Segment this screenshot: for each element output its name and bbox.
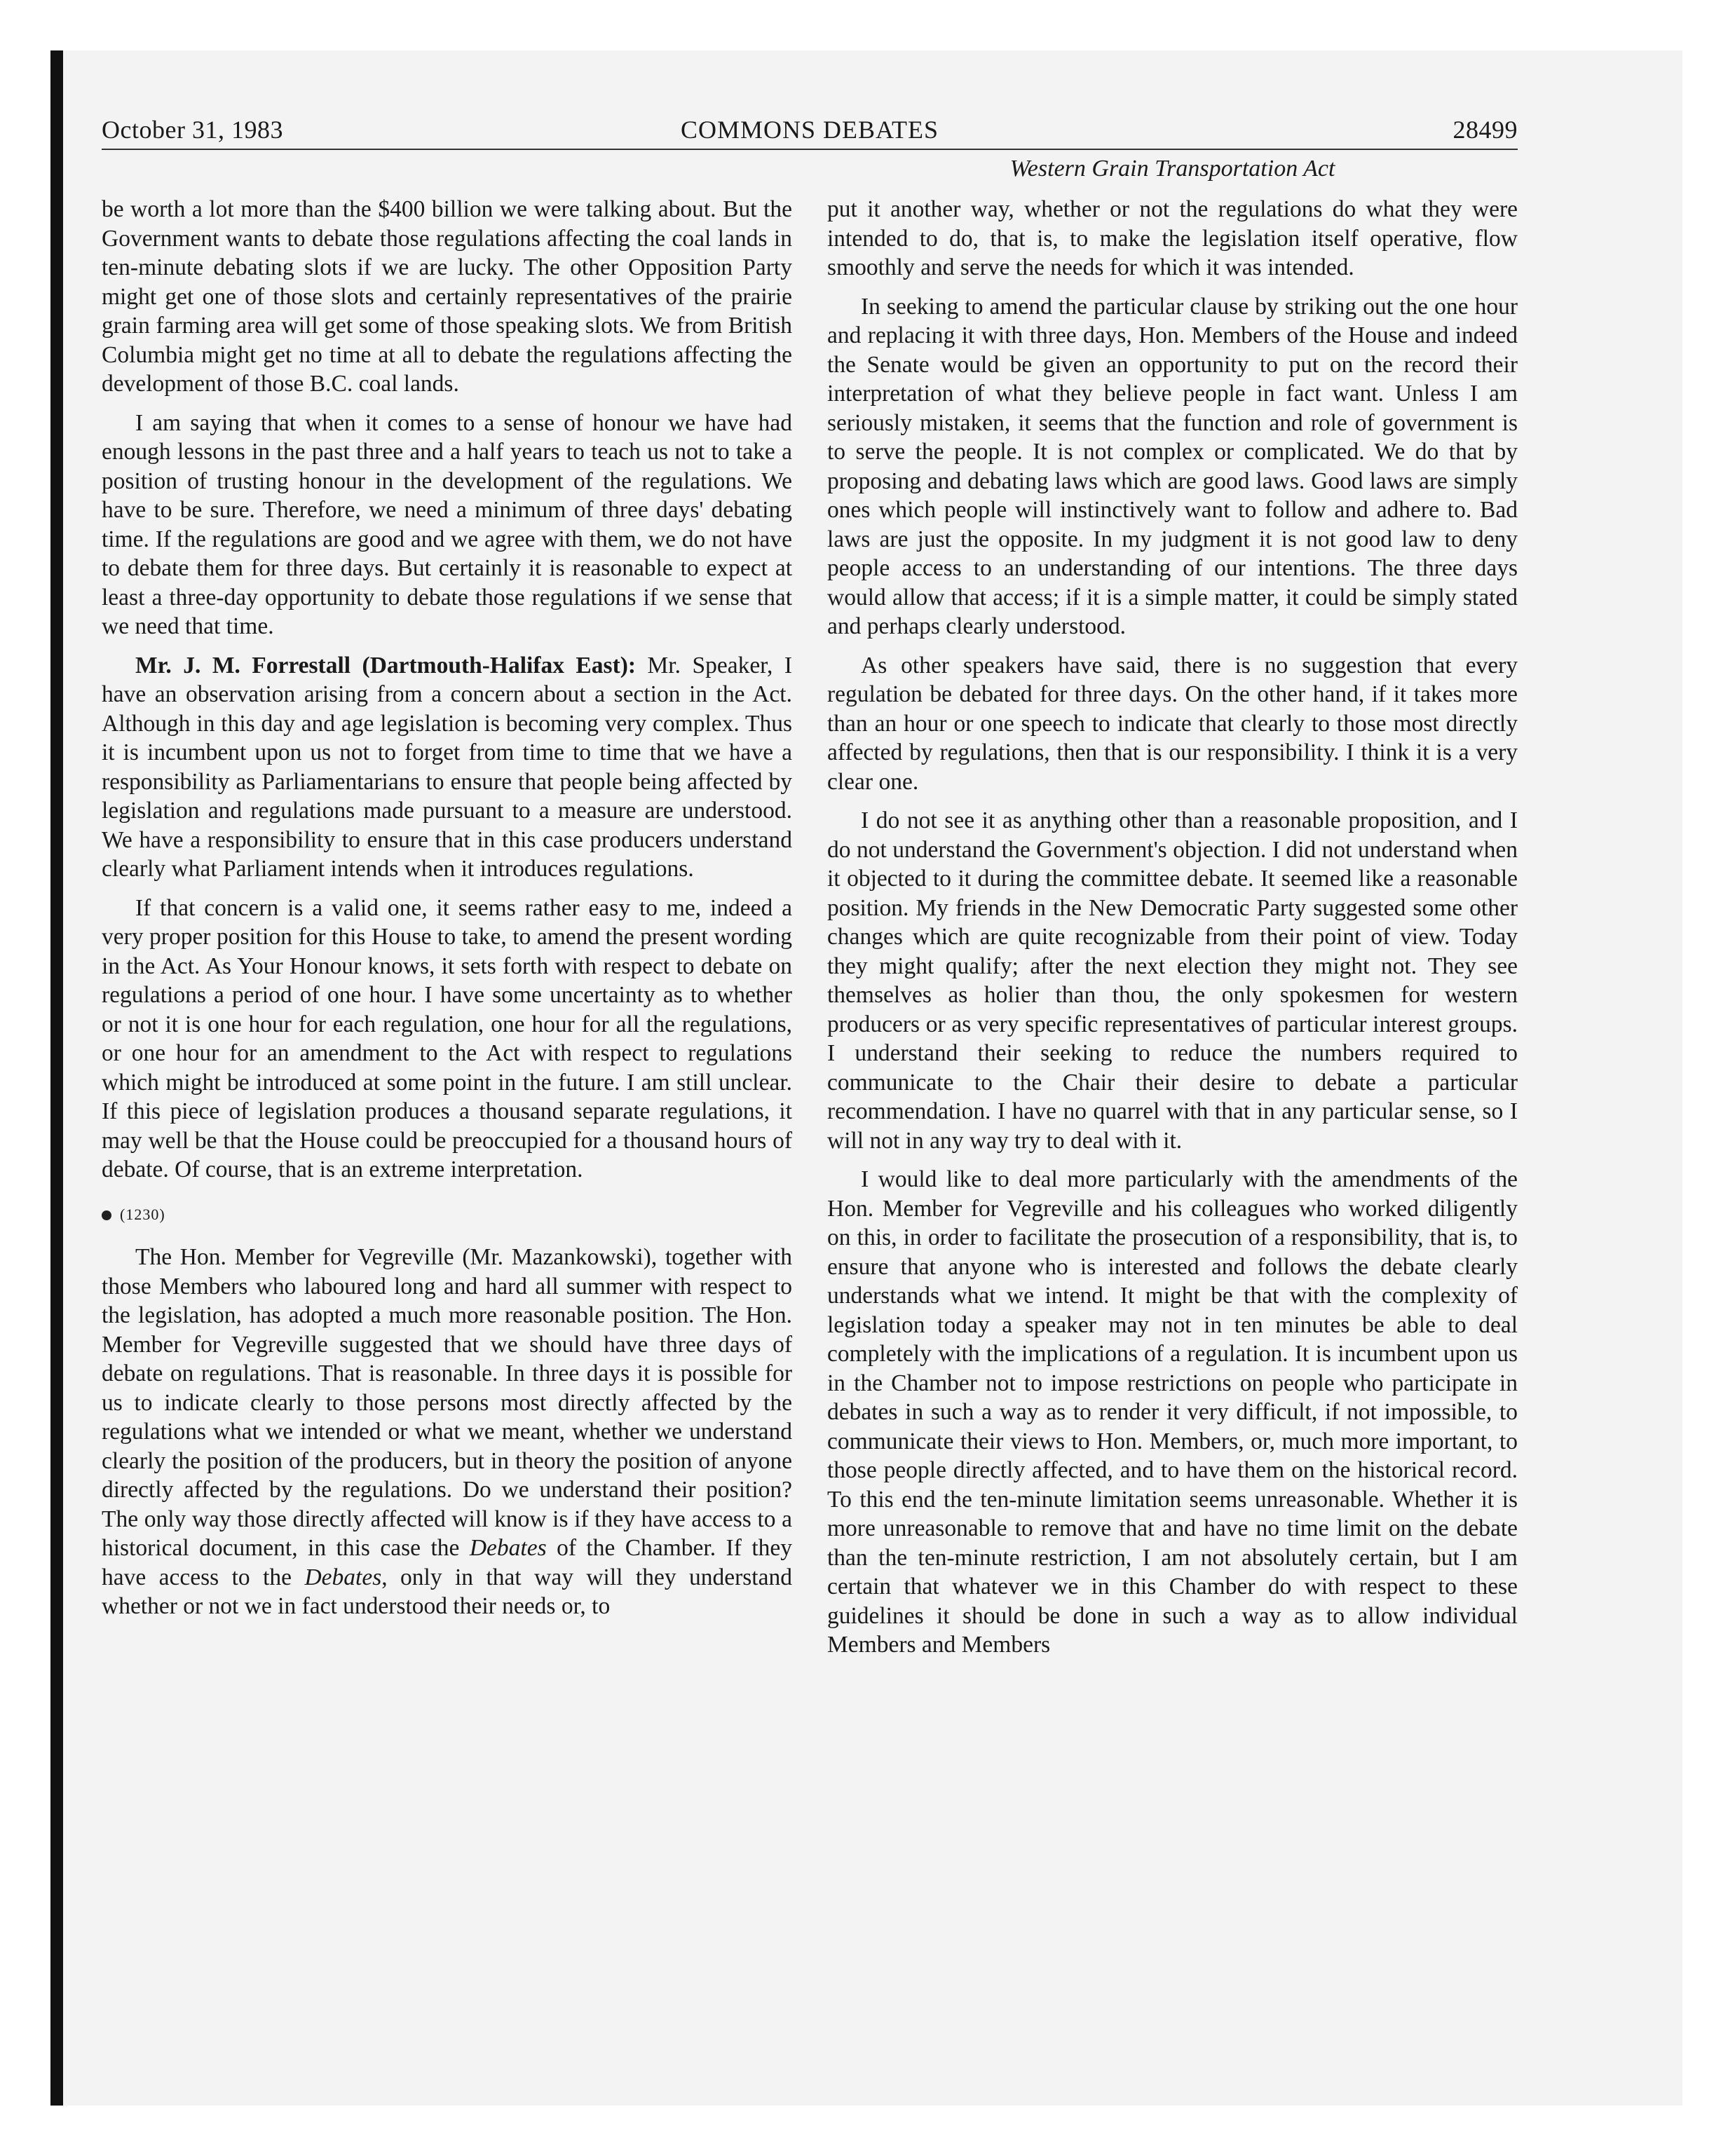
paragraph: put it another way, whether or not the regulations do what they were intended to do, that is, to make the legislation itself operative, flow smoothly and serve the needs for which it was intended.	[827, 196, 1518, 280]
bullet-icon	[102, 1210, 111, 1220]
speaker-name: Mr. J. M. Forrestall (Dartmouth-Halifax East):	[135, 652, 637, 678]
paragraph	[102, 1243, 792, 1621]
paragraph: I would like to deal more particularly with the amendments of the Hon. Member for Vegreville and his colleagues who worked diligently on this, in order to facilitate the prosecution of a responsibility, that is, to ensure that anyone who is interested and follows the debate clearly understands what we intend. It might be that with the complexity of legislation today a speaker may not in ten minutes be able to deal completely with the implications of a regulation. It is incumbent upon us in the Chamber not to impose restrictions on people who participate in debates in such a way as to render it very difficult, if not impossible, to communicate their views to Hon. Members, or, much more important, to those people directly affected, and to have them on the historical record. To this end the ten-minute limitation seems unreasonable. Whether it is more unreasonable to remove that and have no time limit on the debate than the ten-minute restriction, I am not absolutely certain, but I am certain that whatever we in this Chamber do with respect to these guidelines it should be done in such a way as to allow individual Members and Members	[827, 1166, 1518, 1658]
header-date: October 31, 1983	[102, 116, 283, 144]
timestamp-text: (1230)	[120, 1205, 165, 1223]
paragraph: If that concern is a valid one, it seems rather easy to me, indeed a very proper position for this House to take, to amend the present wording in the Act. As Your Honour knows, it sets forth with respect to debate on regulations a period of one hour. I have some uncertainty as to whether or not it is one hour for each regulation, one hour for all the regulations, or one hour for an amendment to the Act with respect to regulations which might be introduced at some point in the future. I am still unclear. If this piece of legislation produces a thousand separate regulations, it may well be that the House could be preoccupied for a thousand hours of debate. Of course, that is an extreme interpretation.	[102, 894, 792, 1182]
scan-edge-shadow	[50, 50, 63, 2106]
paragraph-text: The Hon. Member for Vegreville (Mr. Mazankowski), together with those Members who laboured long and hard all summer with respect to the legislation, has adopted a much more reasonable position. The Hon. Member for Vegreville suggested that we should have three days of debate on regulations. That is reasonable. In three days it is possible for us to indicate clearly to those persons most directly affected by the regulations what we intended or what we meant, whether we understand clearly the position of the producers, but in theory the position of anyone directly affected by the regulations. Do we understand their position? The only way those directly affected will know is if they have access to a historical document, in this case the	[102, 1244, 792, 1561]
header-page-number: 28499	[1452, 116, 1518, 144]
italic-title: Debates	[469, 1535, 547, 1561]
paragraph-text: of the Chamber. If they have access to the	[102, 1535, 792, 1590]
italic-title: Debates	[304, 1564, 382, 1590]
header-title: COMMONS DEBATES	[680, 116, 939, 144]
running-head: Western Grain Transportation Act	[1009, 156, 1335, 182]
paragraph: be worth a lot more than the $400 billion we were talking about. But the Government wants to debate those regulations affecting the coal lands in ten-minute debating slots if we are lucky. The other Opposition Party might get one of those slots and certainly representatives of the prairie grain farming area will get some of those speaking slots. We from British Columbia might get no time at all to debate the regulations affecting the development of those B.C. coal lands.	[102, 196, 792, 397]
paragraph: In seeking to amend the particular clause by striking out the one hour and replacing it with three days, Hon. Members of the House and indeed the Senate would be given an opportunity to put on the record their interpretation of what they believe people in fact want. Unless I am seriously mistaken, it seems that the function and role of government is to serve the people. It is not complex or complicated. We do that by proposing and debating laws which are good laws. Good laws are simply ones which people will instinctively want to follow and adhere to. Bad laws are just the opposite. In my judgment it is not good law to deny people access to an understanding of our intentions. The three days would allow that access; if it is a simple matter, it could be simply stated and perhaps clearly understood.	[827, 293, 1518, 639]
paragraph-text: , only in that way will they understand whether or not we in fact understood their needs or, to	[102, 1564, 792, 1619]
left-column	[102, 195, 792, 1631]
timestamp-marker	[102, 1200, 792, 1229]
paragraph: I do not see it as anything other than a reasonable proposition, and I do not understand the Government's objection. I did not understand when it objected to it during the committee debate. It seemed like a reasonable position. My friends in the New Democratic Party suggested some other changes which are quite recognizable from their point of view. Today they might qualify; after the next election they might not. They see themselves as holier than thou, the only spokesmen for western producers or as very specific representatives of particular interest groups. I understand their seeking to reduce the numbers required to communicate to the Chair their desire to debate a particular recommendation. I have no quarrel with that in any particular sense, so I will not in any way try to deal with it.	[827, 807, 1518, 1154]
paragraph: I am saying that when it comes to a sense of honour we have had enough lessons in the past three and a half years to teach us not to take a position of trusting honour in the development of the regulations. We have to be sure. Therefore, we need a minimum of three days' debating time. If the regulations are good and we agree with them, we do not have to debate them for three days. But certainly it is reasonable to expect at least a three-day opportunity to debate those regulations if we sense that we need that time.	[102, 409, 792, 639]
paragraph	[102, 651, 792, 884]
right-column	[827, 195, 1518, 1670]
paragraph: As other speakers have said, there is no suggestion that every regulation be debated for three days. On the other hand, if it takes more than an hour or one speech to indicate that clearly to those most directly affected by regulations, then that is our responsibility. I think it is a very clear one.	[827, 652, 1518, 795]
paragraph-text: Mr. Speaker, I have an observation arising from a concern about a section in the Act. Although in this day and age legislation is becoming very complex. Thus it is incumbent upon us not to forget from time to time that we have a responsibility as Parliamentarians to ensure that people being affected by legislation and regulations made pursuant to a measure are understood. We have a responsibility to ensure that in this case producers understand clearly what Parliament intends when it introduces regulations.	[102, 652, 792, 882]
page-header	[102, 105, 1518, 150]
